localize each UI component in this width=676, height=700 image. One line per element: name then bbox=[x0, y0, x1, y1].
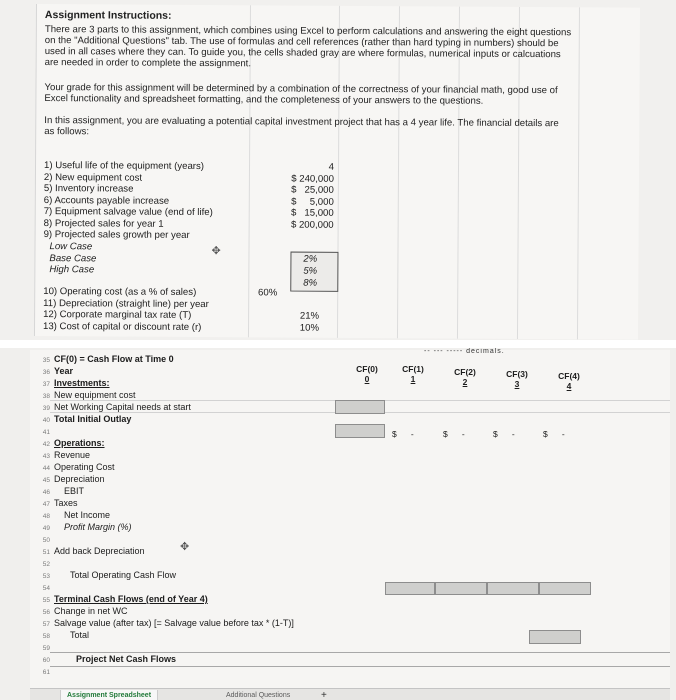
row-number: 60 bbox=[42, 657, 50, 664]
cell-cf1-operating[interactable] bbox=[385, 582, 435, 595]
para1-line: on the "Additional Questions" tab. The use of formulas and cell references (rather than hard typing in numbers) should be bbox=[44, 35, 559, 50]
row-label-operating-cost: Operating Cost bbox=[54, 462, 115, 472]
input-value-equipment-cost[interactable]: $ 240,000 bbox=[291, 173, 334, 185]
row-number: 43 bbox=[42, 453, 50, 460]
col-header-cf2 bbox=[440, 367, 490, 387]
row-number: 50 bbox=[42, 537, 50, 544]
row-number: 59 bbox=[42, 645, 50, 652]
instructions-paragraph-1 bbox=[45, 24, 635, 72]
add-sheet-button[interactable]: + bbox=[321, 690, 327, 700]
cell-cf0-total-outlay[interactable] bbox=[335, 424, 385, 438]
row-label-total-outlay: Total Initial Outlay bbox=[54, 414, 132, 424]
input-label-operating-cost: 10) Operating cost (as a % of sales) bbox=[43, 286, 197, 298]
tab-additional-questions[interactable]: Additional Questions bbox=[226, 692, 291, 699]
input-value-payables[interactable]: $ 5,000 bbox=[291, 196, 334, 208]
growth-label-high: High Case bbox=[49, 264, 95, 276]
row-label-terminal-total: Total bbox=[70, 630, 90, 640]
cell-cf2-operating[interactable] bbox=[435, 582, 487, 595]
instructions-paragraph-3 bbox=[44, 115, 634, 141]
row-number: 42 bbox=[42, 441, 50, 448]
para1-line: There are 3 parts to this assignment, which combines using Excel to perform calculations and answering the eight questions bbox=[44, 24, 572, 39]
growth-value-base[interactable]: 5% bbox=[303, 265, 318, 277]
move-cursor-icon: ✥ bbox=[211, 245, 221, 258]
row-number: 56 bbox=[42, 609, 50, 616]
row-label-total-operating-cf: Total Operating Cash Flow bbox=[70, 570, 177, 580]
format-note: -- --- ----- decimals. bbox=[424, 348, 505, 355]
row-number: 47 bbox=[42, 501, 50, 508]
col-header-label: CF(4) bbox=[558, 371, 580, 381]
value-cf3-outlay: $ - bbox=[493, 429, 515, 439]
row-label-new-equipment: New equipment cost bbox=[54, 390, 136, 400]
row-border bbox=[50, 652, 670, 653]
row-number: 46 bbox=[42, 489, 50, 496]
col-header-label: CF(0) bbox=[356, 364, 378, 374]
input-label-inventory: 5) Inventory increase bbox=[43, 183, 134, 195]
input-label-growth: 9) Projected sales growth per year bbox=[43, 229, 190, 241]
input-label-sales: 8) Projected sales for year 1 bbox=[43, 217, 164, 230]
input-value-tax-rate[interactable]: 21% bbox=[299, 310, 320, 322]
row-label-cf0: CF(0) = Cash Flow at Time 0 bbox=[54, 354, 174, 364]
cell-cf4-salvage[interactable] bbox=[529, 630, 581, 644]
row-number: 45 bbox=[42, 477, 50, 484]
row-number: 39 bbox=[42, 405, 50, 412]
input-label-useful-life: 1) Useful life of the equipment (years) bbox=[43, 160, 205, 173]
col-header-year: 1 bbox=[410, 374, 416, 384]
row-label-investments: Investments: bbox=[54, 378, 110, 388]
para2-line: Your grade for this assignment will be determined by a combination of the correctness of your financial math, good use of bbox=[44, 82, 558, 97]
row-number: 58 bbox=[42, 633, 50, 640]
col-header-cf4 bbox=[544, 371, 594, 391]
row-number: 48 bbox=[42, 513, 50, 520]
row-number: 41 bbox=[42, 429, 50, 436]
row-label-terminal-cf: Terminal Cash Flows (end of Year 4) bbox=[54, 594, 208, 604]
row-label-year: Year bbox=[54, 366, 74, 376]
input-value-salvage[interactable]: $ 15,000 bbox=[291, 207, 334, 219]
row-number: 55 bbox=[42, 597, 50, 604]
row-number: 36 bbox=[42, 369, 50, 376]
para1-line: are needed in order to complete the assignment. bbox=[44, 57, 252, 70]
row-label-taxes: Taxes bbox=[54, 498, 78, 508]
growth-value-low[interactable]: 2% bbox=[303, 253, 318, 265]
col-header-cf1 bbox=[388, 364, 438, 384]
row-label-net-income: Net Income bbox=[64, 510, 111, 520]
instructions-paragraph-2 bbox=[44, 82, 634, 108]
value-cf1-outlay: $ - bbox=[392, 429, 414, 439]
move-cursor-icon: ✥ bbox=[180, 541, 190, 553]
para3-line: In this assignment, you are evaluating a potential capital investment project that has a 4 year life. The financial details are bbox=[44, 115, 559, 130]
row-number: 51 bbox=[42, 549, 50, 556]
row-label-revenue: Revenue bbox=[54, 450, 91, 460]
row-label-change-nwc: Change in net WC bbox=[54, 606, 128, 616]
row-label-add-back-depreciation: Add back Depreciation bbox=[54, 546, 145, 556]
row-label-operations: Operations: bbox=[54, 438, 105, 448]
input-value-sales[interactable]: $ 200,000 bbox=[290, 219, 334, 231]
input-label-discount-rate: 13) Cost of capital or discount rate (r) bbox=[42, 320, 202, 333]
col-header-year: 2 bbox=[462, 377, 468, 387]
row-number: 57 bbox=[42, 621, 50, 628]
value-cf4-outlay: $ - bbox=[543, 429, 565, 439]
col-header-year: 3 bbox=[514, 379, 520, 389]
photo-separator bbox=[0, 340, 676, 348]
para2-line: Excel functionality and spreadsheet formatting, and the completeness of your answers to the questions. bbox=[44, 93, 484, 107]
input-value-inventory[interactable]: $ 25,000 bbox=[291, 184, 334, 196]
row-number: 35 bbox=[42, 357, 50, 364]
col-header-label: CF(3) bbox=[506, 369, 528, 379]
input-value-useful-life[interactable]: 4 bbox=[328, 161, 335, 173]
input-label-payables: 6) Accounts payable increase bbox=[43, 194, 170, 207]
growth-label-base: Base Case bbox=[49, 252, 97, 264]
growth-label-low: Low Case bbox=[49, 241, 93, 253]
input-label-tax-rate: 12) Corporate marginal tax rate (T) bbox=[43, 309, 192, 321]
row-number: 37 bbox=[42, 381, 50, 388]
col-header-year: 4 bbox=[566, 381, 572, 391]
instructions-title: Assignment Instructions: bbox=[44, 9, 172, 22]
instructions-photo bbox=[0, 0, 676, 340]
row-label-depreciation: Depreciation bbox=[54, 474, 105, 484]
input-label-equipment-cost: 2) New equipment cost bbox=[43, 171, 143, 184]
cell-cf3-operating[interactable] bbox=[487, 582, 539, 595]
row-number: 61 bbox=[42, 669, 50, 676]
cashflow-photo bbox=[0, 348, 676, 700]
row-label-salvage-after-tax: Salvage value (after tax) [= Salvage value before tax * (1-T)] bbox=[54, 618, 294, 628]
input-value-discount-rate[interactable]: 10% bbox=[299, 322, 320, 334]
row-number: 49 bbox=[42, 525, 50, 532]
row-number: 53 bbox=[42, 573, 50, 580]
row-number: 52 bbox=[42, 561, 50, 568]
cell-cf0-equipment[interactable] bbox=[335, 400, 385, 414]
sheet-tab-bar bbox=[30, 688, 670, 700]
col-header-cf0 bbox=[342, 364, 392, 384]
row-number: 44 bbox=[42, 465, 50, 472]
para1-line: used in all cases where they can. To guide you, the cells shaded gray are where formulas, numerical inputs or calcuations bbox=[44, 46, 561, 61]
row-number: 54 bbox=[42, 585, 50, 592]
col-header-label: CF(2) bbox=[454, 367, 476, 377]
cashflow-sheet bbox=[30, 350, 670, 700]
row-label-profit-margin: Profit Margin (%) bbox=[64, 522, 132, 532]
para3-line: as follows: bbox=[44, 126, 90, 138]
row-number: 40 bbox=[42, 417, 50, 424]
value-cf2-outlay: $ - bbox=[443, 429, 465, 439]
row-border bbox=[50, 666, 670, 667]
cell-cf4-operating[interactable] bbox=[539, 582, 591, 595]
col-header-year: 0 bbox=[364, 374, 370, 384]
row-label-ebit: EBIT bbox=[64, 486, 85, 496]
instructions-sheet bbox=[34, 4, 640, 340]
tab-assignment-spreadsheet[interactable]: Assignment Spreadsheet bbox=[60, 690, 158, 700]
row-label-project-net-cf: Project Net Cash Flows bbox=[76, 654, 177, 664]
col-header-label: CF(1) bbox=[402, 364, 424, 374]
col-header-cf3 bbox=[492, 369, 542, 389]
row-label-nwc: Net Working Capital needs at start bbox=[54, 402, 191, 412]
input-label-salvage: 7) Equipment salvage value (end of life) bbox=[43, 206, 213, 219]
growth-value-high[interactable]: 8% bbox=[303, 277, 318, 289]
row-number: 38 bbox=[42, 393, 50, 400]
input-label-depreciation: 11) Depreciation (straight line) per year bbox=[43, 297, 209, 310]
input-value-operating-cost[interactable]: 60% bbox=[258, 287, 278, 299]
